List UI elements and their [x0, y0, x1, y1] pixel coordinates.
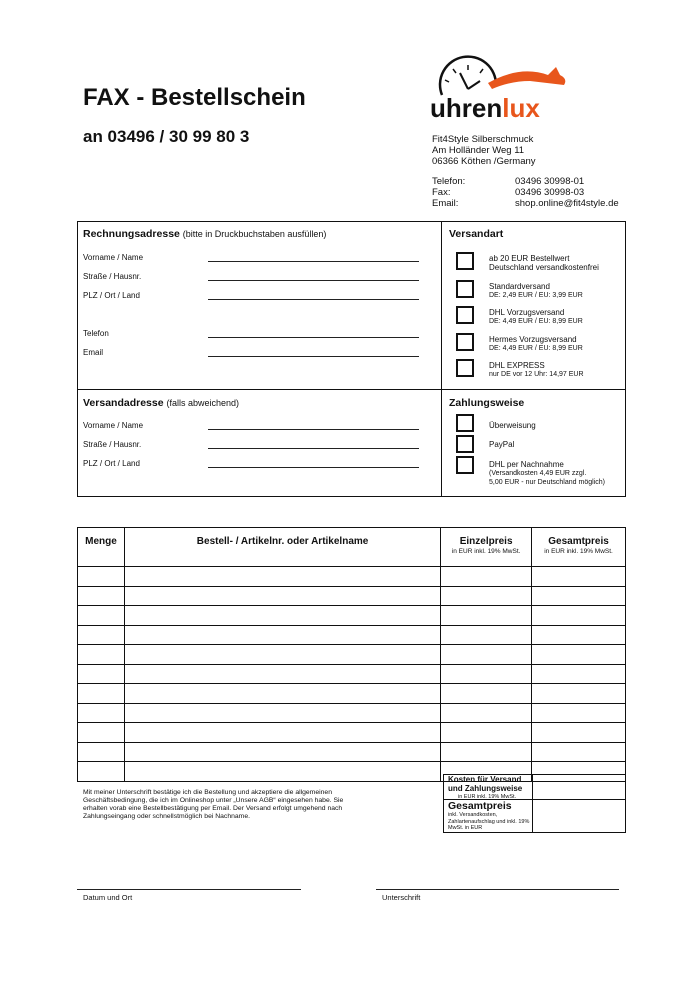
billing-name-line[interactable] — [208, 261, 419, 262]
table-row — [78, 742, 626, 762]
cell-article[interactable] — [124, 684, 440, 704]
billing-city-label: PLZ / Ort / Land — [83, 291, 140, 300]
cell-total-price[interactable] — [532, 645, 626, 665]
shipping-option-label — [489, 308, 583, 326]
contact-label: Telefon: — [432, 176, 466, 187]
cell-unit-price[interactable] — [441, 586, 532, 606]
cell-quantity[interactable] — [78, 664, 125, 684]
option-price: DE: 4,49 EUR / EU: 8,99 EUR — [489, 345, 583, 352]
table-row — [78, 625, 626, 645]
cell-unit-price[interactable] — [441, 625, 532, 645]
shipping-method-title: Versandart — [449, 228, 504, 240]
shipping-address-note: (falls abweichend) — [166, 398, 240, 408]
header-article — [124, 528, 440, 567]
shipping-street-line[interactable] — [208, 448, 419, 449]
shipping-street-label: Straße / Hausnr. — [83, 440, 142, 449]
company-line: 06366 Köthen /Germany — [432, 156, 536, 167]
option-line: DHL EXPRESS — [489, 361, 545, 370]
cell-quantity[interactable] — [78, 625, 125, 645]
header-quantity — [78, 528, 125, 567]
total-sub: inkl. Versandkosten, Zahlartenaufschlag und inkl. 19% MwSt. in EUR — [448, 812, 530, 831]
contact-values — [515, 176, 619, 209]
cell-article[interactable] — [124, 742, 440, 762]
shipping-city-label: PLZ / Ort / Land — [83, 459, 140, 468]
table-row — [78, 567, 626, 587]
cell-unit-price[interactable] — [441, 567, 532, 587]
cell-quantity[interactable] — [78, 762, 125, 782]
cell-total-price[interactable] — [532, 625, 626, 645]
contact-phone: 03496 30998-01 — [515, 176, 585, 187]
cell-quantity[interactable] — [78, 703, 125, 723]
cell-quantity[interactable] — [78, 684, 125, 704]
fax-number: an 03496 / 30 99 80 3 — [83, 127, 250, 146]
cell-unit-price[interactable] — [441, 606, 532, 626]
shipping-city-line[interactable] — [208, 467, 419, 468]
cell-quantity[interactable] — [78, 586, 125, 606]
company-address — [432, 134, 536, 167]
signature-label: Unterschrift — [382, 893, 421, 902]
billing-email-label: Email — [83, 348, 104, 357]
billing-phone-label: Telefon — [83, 329, 109, 338]
cell-quantity[interactable] — [78, 723, 125, 743]
company-line: Am Holländer Weg 11 — [432, 145, 525, 156]
company-line: Fit4Style Silberschmuck — [432, 134, 534, 145]
cell-article[interactable] — [124, 586, 440, 606]
cell-article[interactable] — [124, 625, 440, 645]
payment-option-checkbox[interactable] — [456, 414, 474, 432]
shipping-cost-text: Kosten für Versand und Zahlungsweise — [448, 775, 523, 793]
date-place-line[interactable] — [77, 889, 301, 890]
shipping-option-checkbox[interactable] — [456, 280, 474, 298]
contact-label: Email: — [432, 198, 459, 209]
page-title: FAX - Bestellschein — [83, 84, 306, 111]
option-price: nur DE vor 12 Uhr: 14,97 EUR — [489, 371, 584, 378]
order-table — [77, 527, 626, 782]
option-note: (Versandkosten 4,49 EUR zzgl. — [489, 470, 587, 477]
payment-option-checkbox[interactable] — [456, 456, 474, 474]
option-price: DE: 4,49 EUR / EU: 8,99 EUR — [489, 318, 583, 325]
billing-street-label: Straße / Hausnr. — [83, 272, 142, 281]
table-row — [78, 664, 626, 684]
total-text: Gesamtpreis — [448, 800, 512, 812]
payment-option-checkbox[interactable] — [456, 435, 474, 453]
column-divider — [441, 221, 442, 497]
cell-total-price[interactable] — [532, 723, 626, 743]
cell-quantity[interactable] — [78, 567, 125, 587]
table-row — [78, 703, 626, 723]
shipping-cost-label — [448, 775, 533, 802]
cell-article[interactable] — [124, 645, 440, 665]
total-label — [448, 801, 533, 832]
cell-article[interactable] — [124, 723, 440, 743]
table-row — [78, 723, 626, 743]
billing-email-line[interactable] — [208, 356, 419, 357]
cell-quantity[interactable] — [78, 645, 125, 665]
payment-option-label: Überweisung — [489, 421, 536, 430]
header-label: Gesamtpreis — [548, 536, 609, 547]
cell-unit-price[interactable] — [441, 684, 532, 704]
cell-unit-price[interactable] — [441, 664, 532, 684]
shipping-option-label — [489, 361, 584, 379]
billing-name-label: Vorname / Name — [83, 253, 144, 262]
table-row — [78, 684, 626, 704]
cell-article[interactable] — [124, 606, 440, 626]
shipping-address-title — [83, 397, 239, 409]
cell-total-price[interactable] — [532, 664, 626, 684]
header-sub: in EUR inkl. 19% MwSt. — [544, 548, 613, 555]
cell-unit-price[interactable] — [441, 742, 532, 762]
option-line: Deutschland versandkostenfrei — [489, 263, 599, 272]
option-note: 5,00 EUR - nur Deutschland möglich) — [489, 479, 605, 486]
shipping-option-label — [489, 254, 599, 272]
table-header-row — [78, 528, 626, 567]
payment-option-label — [489, 460, 605, 487]
cell-article[interactable] — [124, 567, 440, 587]
shipping-cost-sub: in EUR inkl. 19% MwSt. — [458, 794, 517, 800]
shipping-name-label: Vorname / Name — [83, 421, 144, 430]
contact-label: Fax: — [432, 187, 451, 198]
cell-quantity[interactable] — [78, 606, 125, 626]
cell-unit-price[interactable] — [441, 645, 532, 665]
billing-street-line[interactable] — [208, 280, 419, 281]
header-unit-price — [441, 528, 532, 567]
shipping-option-checkbox[interactable] — [456, 252, 474, 270]
contact-labels — [432, 176, 465, 209]
header-label: Menge — [85, 536, 117, 547]
cell-total-price[interactable] — [532, 586, 626, 606]
billing-note: (bitte in Druckbuchstaben ausfüllen) — [182, 229, 327, 239]
option-price: DE: 2,49 EUR / EU: 3,99 EUR — [489, 292, 583, 299]
date-place-label: Datum und Ort — [83, 893, 133, 902]
option-line: ab 20 EUR Bestellwert — [489, 254, 570, 263]
shipping-address-heading: Versandadresse — [83, 397, 164, 409]
header-total-price — [532, 528, 626, 567]
total-field[interactable] — [533, 800, 625, 832]
option-line: Hermes Vorzugsversand — [489, 335, 577, 344]
cell-unit-price[interactable] — [441, 703, 532, 723]
shipping-cost-field[interactable] — [533, 775, 625, 798]
billing-city-line[interactable] — [208, 299, 419, 300]
cell-total-price[interactable] — [532, 606, 626, 626]
billing-heading: Rechnungsadresse — [83, 228, 180, 240]
cell-total-price[interactable] — [532, 684, 626, 704]
cell-total-price[interactable] — [532, 703, 626, 723]
option-line: Standardversand — [489, 282, 550, 291]
header-label: Bestell- / Artikelnr. oder Artikelname — [196, 536, 369, 547]
brand-logo-text — [430, 93, 540, 124]
header-sub: in EUR inkl. 19% MwSt. — [451, 548, 521, 555]
signature-line[interactable] — [376, 889, 619, 890]
cell-total-price[interactable] — [532, 567, 626, 587]
payment-option-label: PayPal — [489, 440, 515, 449]
table-row — [78, 606, 626, 626]
cell-article[interactable] — [124, 664, 440, 684]
cell-unit-price[interactable] — [441, 723, 532, 743]
shipping-option-checkbox[interactable] — [456, 333, 474, 351]
shipping-option-checkbox[interactable] — [456, 359, 474, 377]
option-line: DHL per Nachnahme — [489, 460, 564, 469]
billing-title — [83, 228, 326, 240]
table-row — [78, 645, 626, 665]
option-line: DHL Vorzugsversand — [489, 308, 565, 317]
row-divider — [77, 389, 626, 390]
cell-total-price[interactable] — [532, 742, 626, 762]
cell-article[interactable] — [124, 703, 440, 723]
contact-fax: 03496 30998-03 — [515, 187, 585, 198]
shipping-option-label — [489, 282, 583, 300]
cell-quantity[interactable] — [78, 742, 125, 762]
contact-email: shop.online@fit4style.de — [515, 198, 619, 209]
brand-part-a: uhren — [430, 93, 503, 123]
table-row — [78, 586, 626, 606]
shipping-option-checkbox[interactable] — [456, 306, 474, 324]
billing-phone-line[interactable] — [208, 337, 419, 338]
brand-part-b: lux — [502, 93, 540, 123]
shipping-option-label — [489, 335, 583, 353]
shipping-name-line[interactable] — [208, 429, 419, 430]
cell-article[interactable] — [124, 762, 440, 782]
header-label: Einzelpreis — [459, 536, 513, 547]
terms-text: Mit meiner Unterschrift bestätige ich die Bestellung und akzeptiere die allgemeinen Geschäftsbedingung, die ich im Onlineshop unter „Unsere AGB“ eingesehen habe. Sie erhalten vorab eine Bestellbestätigung per Email. Der Versand erfolgt umgehend nach Zahlungseingang oder schnellstmöglich bei Nachname. — [83, 789, 344, 820]
payment-title: Zahlungsweise — [449, 397, 525, 409]
